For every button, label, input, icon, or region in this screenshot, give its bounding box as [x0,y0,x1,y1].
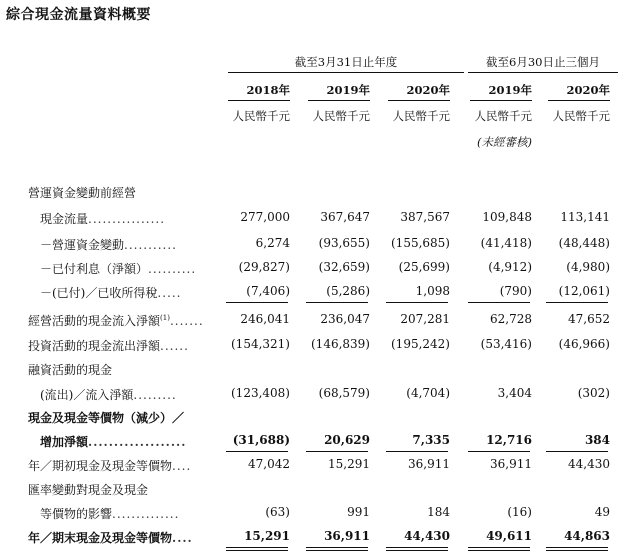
row-label [40,210,165,227]
table-cell: 49,611 [486,529,532,543]
row-label [28,457,191,474]
table-cell: 36,911 [490,457,532,471]
table-cell: (302) [577,386,610,400]
table-cell: (4,912) [488,260,532,274]
subtotal-rule [468,302,530,303]
total-double-rule [306,547,368,548]
table-cell: 6,274 [255,236,290,250]
table-cell: 12,716 [486,433,532,447]
table-cell: 367,647 [320,210,370,224]
table-cell: 36,911 [324,529,370,543]
row-label-text: 營運資金變動前經營 [28,186,137,200]
subtotal-rule [468,451,530,452]
row-label [40,236,177,253]
total-double-rule [226,547,288,548]
row-label-text: 年／期初現金及現金等價物 [28,459,173,473]
total-double-rule [468,550,530,551]
table-cell: 991 [347,505,370,519]
row-label [28,312,204,329]
leader-dots: ................... [88,435,187,449]
table-cell: (154,321) [231,337,290,351]
year-header: 2018年 [246,83,290,97]
year-header: 2019年 [488,83,532,97]
table-cell: 109,848 [482,210,532,224]
table-cell: (46,966) [558,337,610,351]
table-cell: 15,291 [328,457,370,471]
leader-dots: ................ [88,212,166,226]
year-rule [308,100,370,101]
table-cell: 3,404 [497,386,532,400]
subtotal-rule [386,451,448,452]
subtotal-rule [306,302,368,303]
currency-header: 人民幣千元 [552,109,610,123]
total-double-rule [546,550,608,551]
table-cell: (68,579) [318,386,370,400]
table-cell: 7,335 [412,433,450,447]
table-cell: (155,685) [391,236,450,250]
table-cell: (12,061) [558,284,610,298]
table-cell: 47,652 [568,312,610,326]
table-cell: 15,291 [244,529,290,543]
row-label [28,184,136,201]
row-label-text: －營運資金變動 [40,238,125,252]
leader-dots: .............. [112,507,180,521]
currency-header: 人民幣千元 [312,109,370,123]
table-cell: (123,408) [231,386,290,400]
footnote-ref: (1) [160,314,170,322]
total-double-rule [546,547,608,548]
year-header: 2019年 [326,83,370,97]
row-label [40,260,196,277]
table-cell: 36,911 [408,457,450,471]
row-label-text: －(已付)／已收所得稅 [40,286,158,300]
table-cell: 236,047 [320,312,370,326]
total-double-rule [386,550,448,551]
table-cell: (5,286) [326,284,370,298]
row-label [28,529,193,546]
row-label-text: 現金及現金等價物（減少）／ [28,411,185,425]
table-cell: (53,416) [480,337,532,351]
row-label-text: 投資活動的現金流出淨額 [28,339,161,353]
row-label-text: －已付利息（淨額） [40,262,149,276]
year-header: 2020年 [406,83,450,97]
table-cell: (16) [507,505,532,519]
table-cell: 44,430 [568,457,610,471]
row-label [40,386,177,403]
table-cell: (63) [265,505,290,519]
group-header-quarter: 截至6月30日止三個月 [486,55,600,69]
table-cell: 184 [427,505,450,519]
row-label [28,337,189,354]
leader-dots: .... [172,531,193,545]
row-label-text: 融資活動的現金 [28,363,113,377]
table-cell: (146,839) [311,337,370,351]
table-cell: 20,629 [324,433,370,447]
total-double-rule [226,550,288,551]
row-label-text: 現金流量 [40,212,89,226]
unaudited-note: (未經審核) [477,135,532,149]
table-cell: (41,418) [480,236,532,250]
leader-dots: ...... [160,339,189,353]
table-cell: (48,448) [558,236,610,250]
currency-header: 人民幣千元 [232,109,290,123]
year-rule [548,100,610,101]
table-cell: (31,688) [232,433,290,447]
row-label-text: 增加淨額 [40,435,89,449]
row-label [28,481,148,498]
table-cell: (32,659) [318,260,370,274]
table-cell: 49 [594,505,610,519]
row-label-text: 匯率變動對現金及現金 [28,483,149,497]
row-label [40,505,179,522]
year-rule [228,100,290,101]
table-cell: 207,281 [400,312,450,326]
table-cell: 277,000 [240,210,290,224]
group-rule-annual [228,72,464,73]
table-cell: 62,728 [490,312,532,326]
leader-dots: ....... [169,314,204,328]
table-cell: (29,827) [238,260,290,274]
leader-dots: ........... [124,238,177,252]
table-cell: (4,980) [566,260,610,274]
row-label [40,284,181,301]
page-title: 綜合現金流量資料概要 [6,7,151,23]
subtotal-rule [546,451,608,452]
leader-dots: ..... [157,286,182,300]
currency-header: 人民幣千元 [474,109,532,123]
table-cell: (25,699) [398,260,450,274]
table-cell: 47,042 [248,457,290,471]
row-label [28,409,184,426]
leader-dots: .... [172,459,192,473]
table-cell: 44,430 [404,529,450,543]
group-rule-quarter [468,72,618,73]
leader-dots: .......... [148,262,197,276]
table-cell: (7,406) [246,284,290,298]
row-label [40,433,186,450]
subtotal-rule [226,451,288,452]
subtotal-rule [386,302,448,303]
table-cell: 113,141 [560,210,610,224]
year-rule [470,100,532,101]
row-label-text: 等價物的影響 [40,507,113,521]
subtotal-rule [546,302,608,303]
table-cell: 384 [584,433,610,447]
currency-header: 人民幣千元 [392,109,450,123]
row-label-text: (流出)／流入淨額 [40,388,134,402]
table-cell: (4,704) [406,386,450,400]
total-double-rule [306,550,368,551]
table-cell: (195,242) [391,337,450,351]
table-cell: (93,655) [318,236,370,250]
subtotal-rule [226,302,288,303]
table-cell: 44,863 [564,529,610,543]
row-label-text: 年／期末現金及現金等價物 [28,531,173,545]
total-double-rule [468,547,530,548]
table-cell: 246,041 [240,312,290,326]
table-cell: (790) [499,284,532,298]
table-cell: 387,567 [400,210,450,224]
subtotal-rule [306,451,368,452]
leader-dots: ......... [133,388,177,402]
table-cell: 1,098 [415,284,450,298]
total-double-rule [386,547,448,548]
row-label-text: 經營活動的現金流入淨額 [28,314,161,328]
group-header-annual: 截至3月31日止年度 [294,55,398,69]
row-label [28,361,112,378]
year-header: 2020年 [566,83,610,97]
year-rule [388,100,450,101]
